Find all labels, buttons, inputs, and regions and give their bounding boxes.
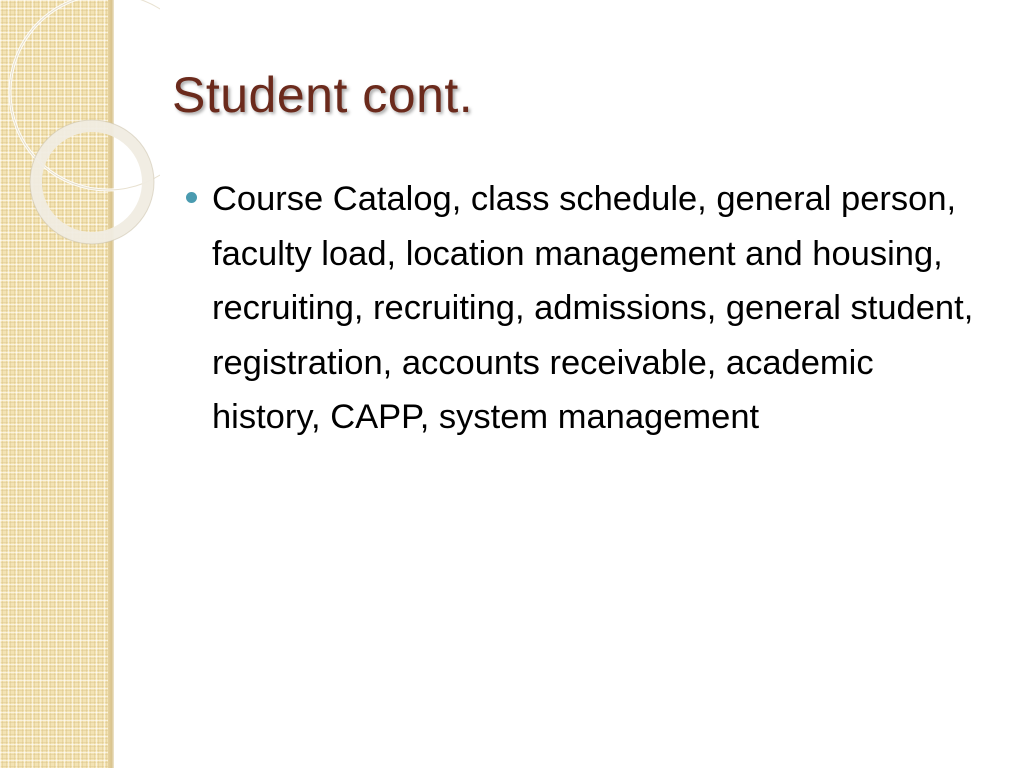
decorative-sidebar bbox=[0, 0, 112, 768]
bullet-text: Course Catalog, class schedule, general person, faculty load, location management and housing, recruiting, recruiting, admissions, general student, registration, accounts receivable, academic history, CAPP, system management bbox=[212, 180, 974, 436]
slide-title: Student cont. bbox=[172, 67, 474, 123]
bullet-list bbox=[186, 172, 986, 445]
sidebar-edge bbox=[108, 0, 114, 768]
round-bullet-icon bbox=[186, 192, 197, 203]
bullet-item bbox=[186, 172, 986, 445]
